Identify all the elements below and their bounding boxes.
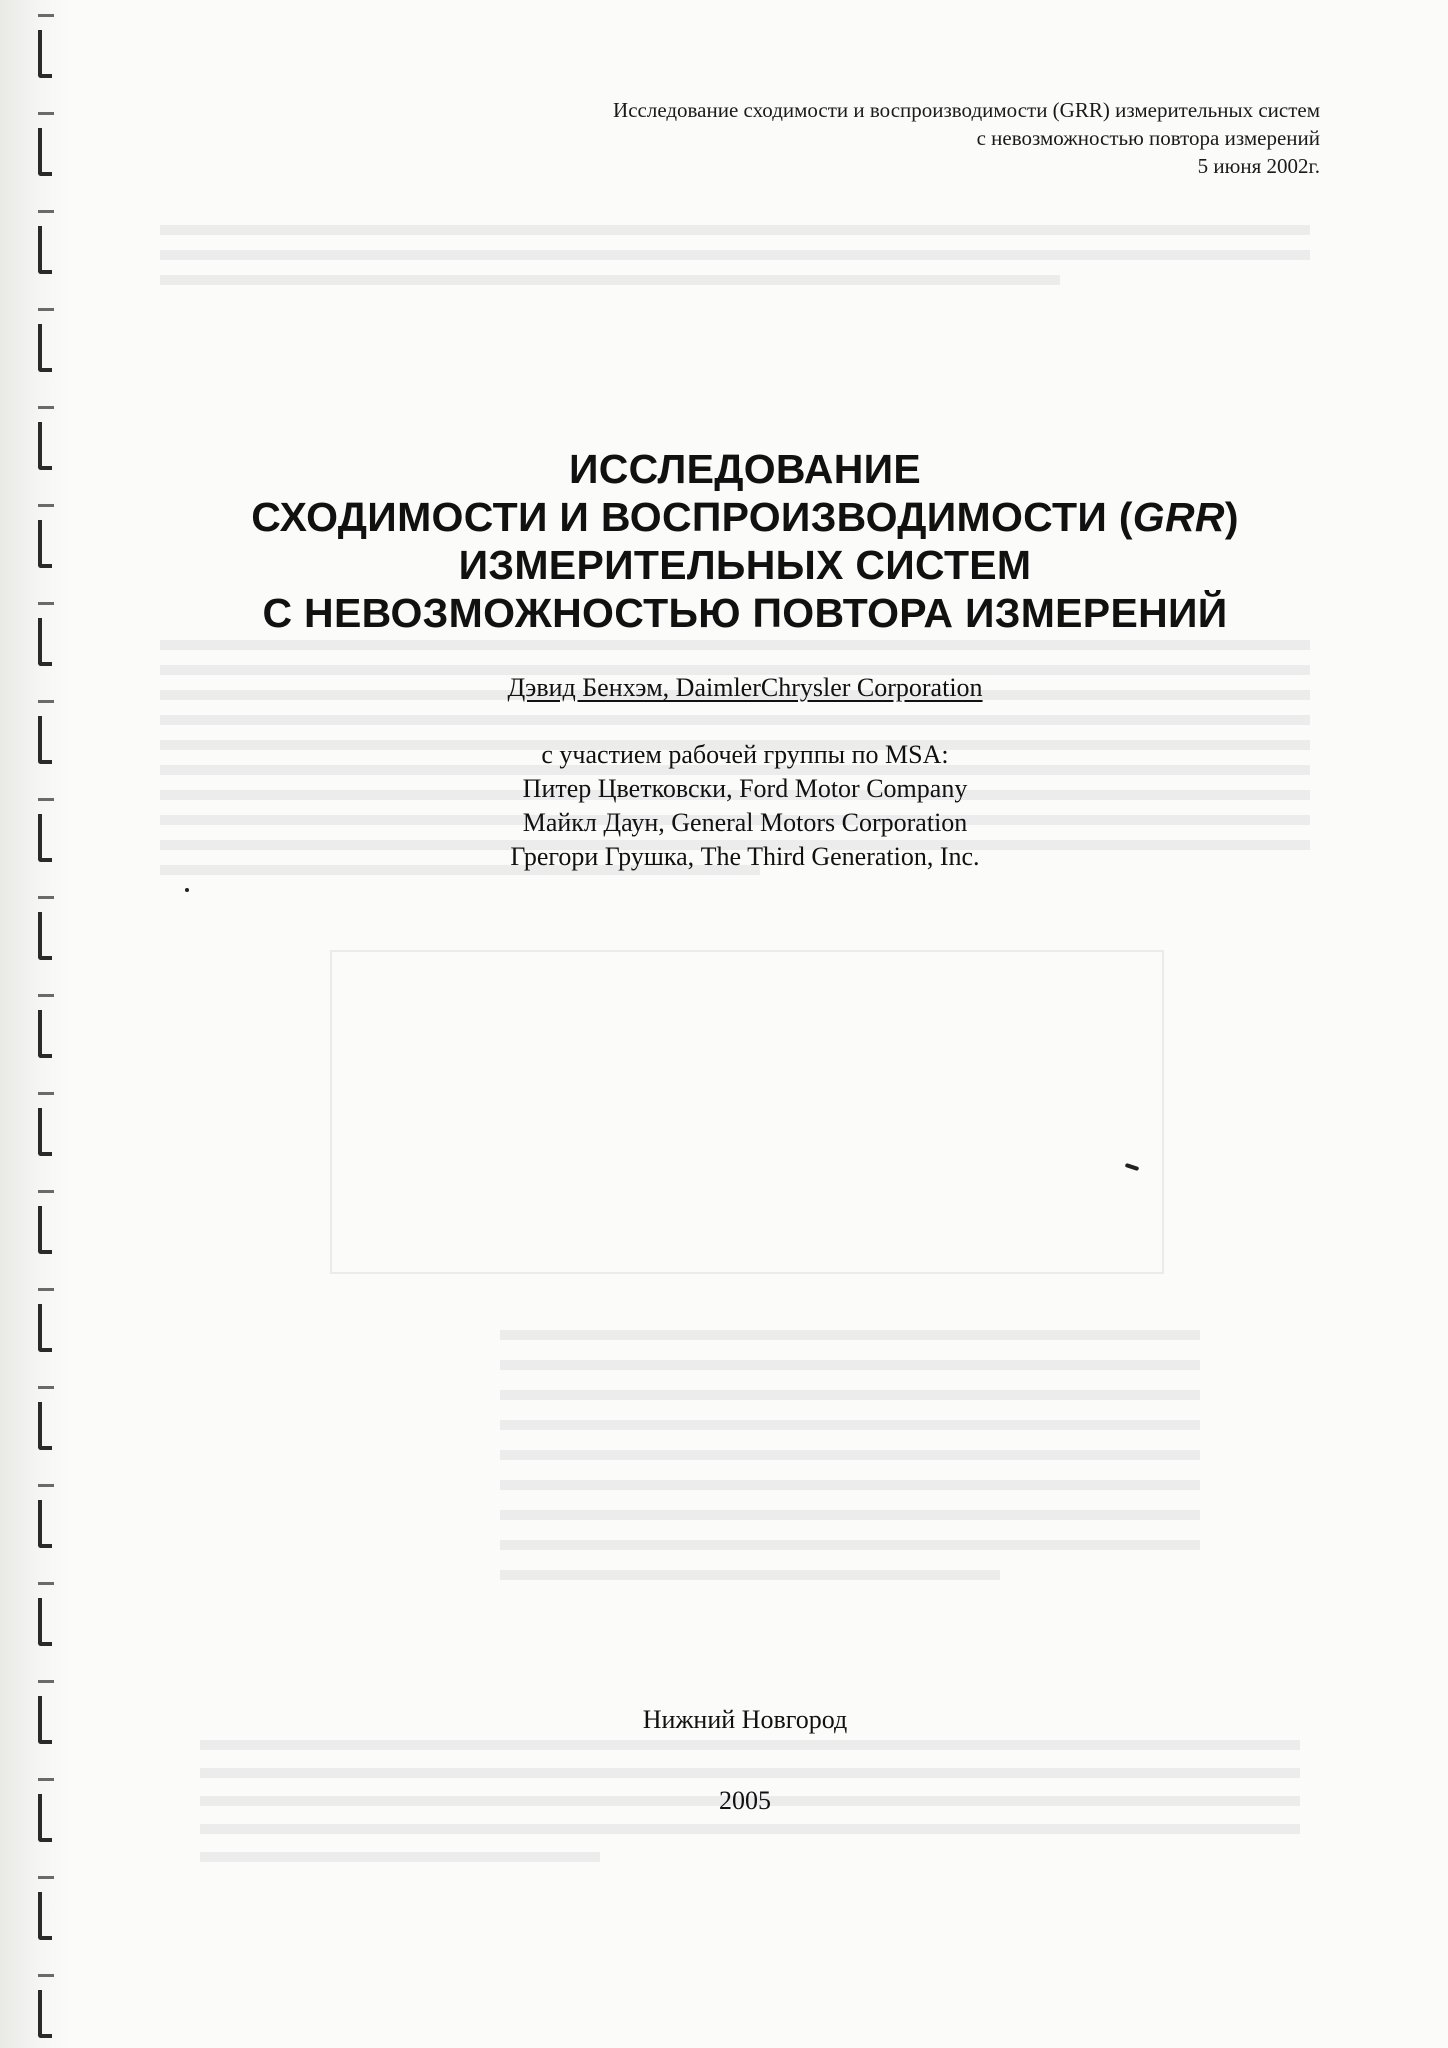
running-header (420, 96, 1320, 180)
title-text: ) (1224, 494, 1239, 540)
binding-ring-tip (38, 112, 54, 115)
binding-ring-tip (38, 1582, 54, 1585)
binding-ring (38, 1794, 52, 1842)
binding-ring-tip (38, 1190, 54, 1193)
binding-ring (38, 30, 52, 78)
header-date: 5 июня 2002г. (1197, 154, 1320, 178)
binding-ring-tip (38, 406, 54, 409)
binding-ring-tip (38, 210, 54, 213)
binding-ring (38, 324, 52, 372)
binding-ring (38, 1598, 52, 1646)
binding-ring (38, 1892, 52, 1940)
binding-ring-tip (38, 602, 54, 605)
title-line: С НЕВОЗМОЖНОСТЬЮ ПОВТОРА ИЗМЕРЕНИЙ (262, 590, 1228, 636)
binding-ring (38, 814, 52, 862)
binding-ring-tip (38, 308, 54, 311)
binding-ring-tip (38, 1876, 54, 1879)
binding-ring-tip (38, 1778, 54, 1781)
binding-ring (38, 716, 52, 764)
title-text: СХОДИМОСТИ И ВОСПРОИЗВОДИМОСТИ ( (251, 494, 1133, 540)
header-line: Исследование сходимости и воспроизводимости (GRR) измерительных систем (613, 98, 1320, 122)
binding-ring-tip (38, 896, 54, 899)
contributor: Питер Цветковски, Ford Motor Company (522, 774, 968, 803)
binding-ring-tip (38, 798, 54, 801)
binding-ring (38, 226, 52, 274)
binding-ring-tip (38, 1386, 54, 1389)
binding-ring-tip (38, 1288, 54, 1291)
publication-city: Нижний Новгород (642, 1705, 848, 1734)
title-line: ИССЛЕДОВАНИЕ (568, 446, 922, 492)
binding-ring-tip (38, 504, 54, 507)
binding-ring (38, 912, 52, 960)
binding-ring (38, 1010, 52, 1058)
binding-ring (38, 128, 52, 176)
binding-ring (38, 1696, 52, 1744)
binding-ring-tip (38, 994, 54, 997)
contributor: Грегори Грушка, The Third Generation, Inc. (510, 842, 980, 871)
binding-ring-tip (38, 1484, 54, 1487)
binding-ring-tip (38, 700, 54, 703)
binding-ring (38, 618, 52, 666)
title-abbrev: GRR (1132, 494, 1225, 540)
binding-ring-tip (38, 1680, 54, 1683)
author-line: Дэвид Бенхэм, DaimlerChrysler Corporation (507, 673, 983, 702)
binding-ring (38, 1304, 52, 1352)
contributors (150, 738, 1340, 874)
binding-ring (38, 1500, 52, 1548)
binding-ring (38, 1990, 52, 2038)
document-title (150, 445, 1340, 637)
spiral-binding (0, 0, 70, 2048)
binding-ring (38, 422, 52, 470)
binding-ring-tip (38, 1092, 54, 1095)
title-line: ИЗМЕРИТЕЛЬНЫХ СИСТЕМ (458, 542, 1032, 588)
binding-ring (38, 1108, 52, 1156)
scan-speck (185, 888, 189, 892)
binding-ring-tip (38, 14, 54, 17)
title-line (150, 493, 1340, 541)
contributors-intro: с участием рабочей группы по MSA: (541, 740, 949, 769)
contributor: Майкл Даун, General Motors Corporation (522, 808, 968, 837)
binding-ring (38, 1402, 52, 1450)
binding-ring-tip (38, 1974, 54, 1977)
publication-year: 2005 (719, 1786, 771, 1815)
header-line: с невозможностью повтора измерений (976, 126, 1320, 150)
binding-ring (38, 1206, 52, 1254)
binding-ring (38, 520, 52, 568)
